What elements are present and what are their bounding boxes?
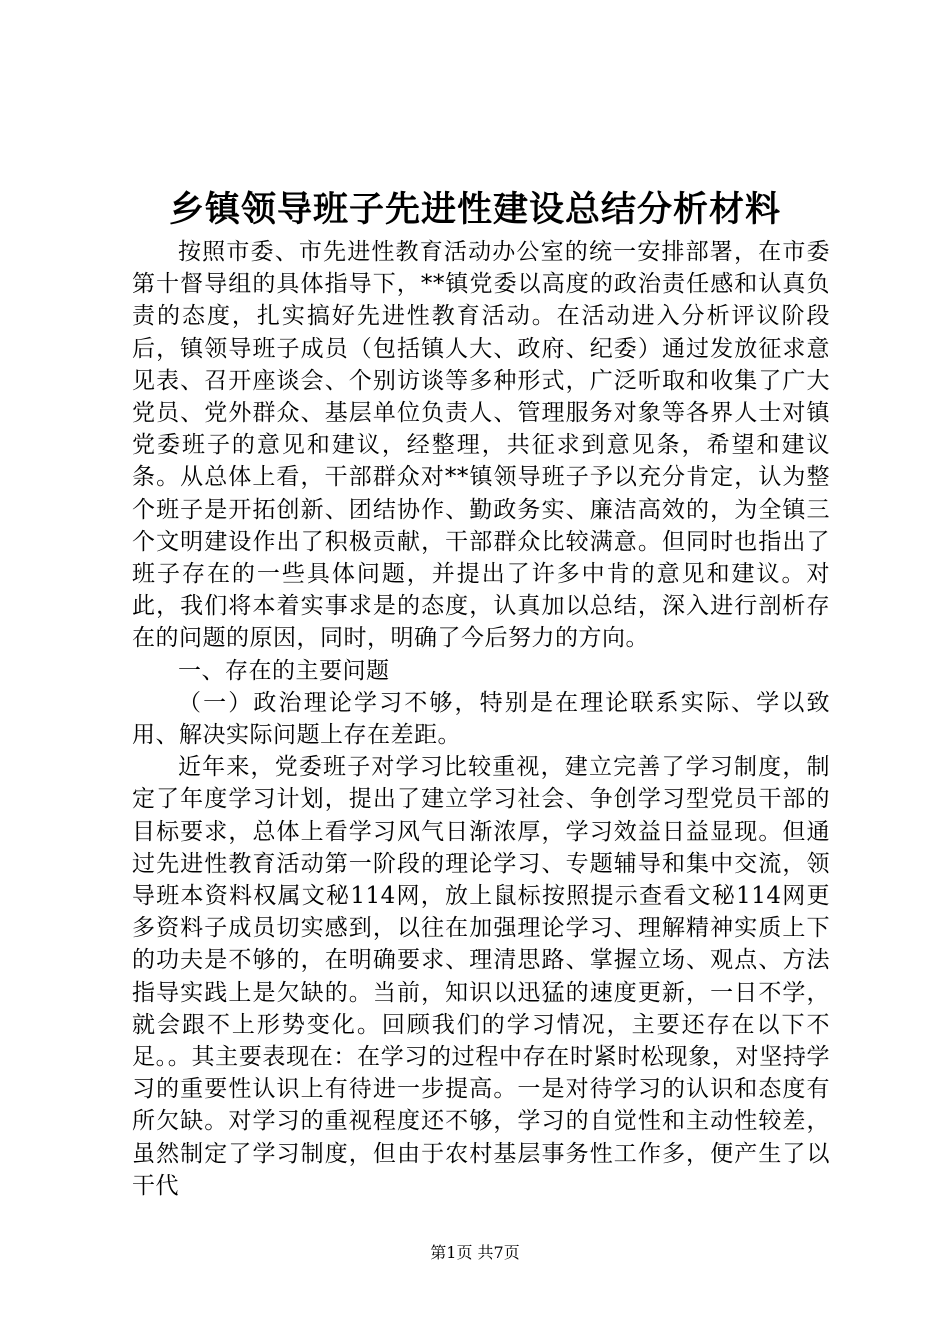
document-body <box>132 236 830 1202</box>
section-heading-1: 一、存在的主要问题 <box>178 657 390 684</box>
paragraph-intro: 按照市委、市先进性教育活动办公室的统一安排部署，在市委第十督导组的具体指导下，**镇党委以高度的政治责任感和认真负责的态度，扎实搞好先进性教育活动。在活动进入分析评议阶段后，镇领导班子成员（包括镇人大、政府、纪委）通过发放征求意见表、召开座谈会、个别访谈等多种形式，广泛听取和收集了广大党员、党外群众、基层单位负责人、管理服务对象等各界人士对镇党委班子的意见和建议，经整理，共征求到意见条，希望和建议条。从总体上看，干部群众对**镇领导班子予以充分肯定，认为整个班子是开拓创新、团结协作、勤政务实、廉洁高效的，为全镇三个文明建设作出了积极贡献，干部群众比较满意。但同时也指出了班子存在的一些具体问题，并提出了许多中肯的意见和建议。对此，我们将本着实事求是的态度，认真加以总结，深入进行剖析存在的问题的原因，同时，明确了今后努力的方向。 <box>132 239 830 652</box>
paragraph-study: 近年来，党委班子对学习比较重视，建立完善了学习制度，制定了年度学习计划，提出了建立学习社会、争创学习型党员干部的目标要求，总体上看学习风气日渐浓厚，学习效益日益显现。但通过先进性教育活动第一阶段的理论学习、专题辅导和集中交流，领导班本资料权属文秘114网，放上鼠标按照提示查看文秘114网更多资料子成员切实感到，以往在加强理论学习、理解精神实质上下的功夫是不够的，在明确要求、理清思路、掌握立场、观点、方法指导实践上是欠缺的。当前，知识以迅猛的速度更新，一日不学，就会跟不上形势变化。回顾我们的学习情况，主要还存在以下不足。。其主要表现在：在学习的过程中存在时紧时松现象，对坚持学习的重要性认识上有待进一步提高。一是对待学习的认识和态度有所欠缺。对学习的重视程度还不够，学习的自觉性和主动性较差，虽然制定了学习制度，但由于农村基层事务性工作多，便产生了以干代 <box>132 754 830 1199</box>
document-title: 乡镇领导班子先进性建设总结分析材料 <box>168 189 781 230</box>
page-number-footer: 第1页 共7页 <box>430 1243 520 1262</box>
subsection-heading-1: （一）政治理论学习不够，特别是在理论联系实际、学以致用、解决实际问题上存在差距。 <box>132 689 830 749</box>
